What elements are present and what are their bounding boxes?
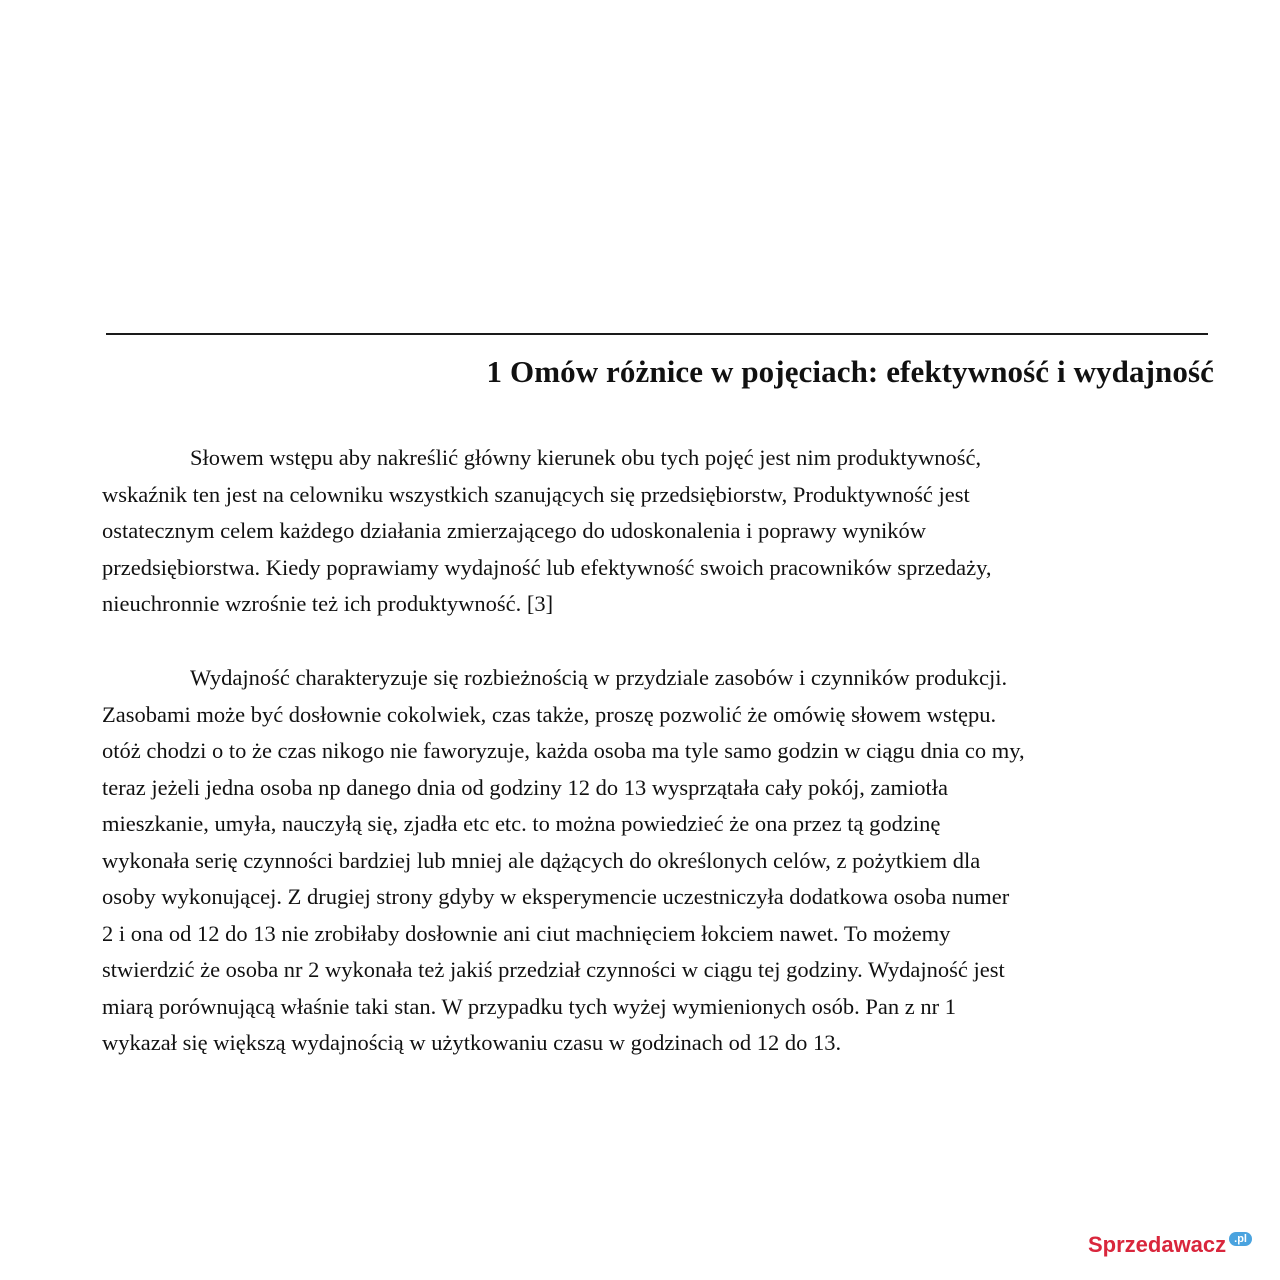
text-line: ostatecznym celem każdego działania zmierzającego do udoskonalenia i poprawy wyników: [102, 518, 927, 543]
text-line: 2 i ona od 12 do 13 nie zrobiłaby dosłownie ani ciut machnięciem łokciem nawet. To możemy: [102, 920, 951, 946]
text-line: wykonała serię czynności bardziej lub mniej ale dążących do określonych celów, z pożytkiem dla: [102, 847, 981, 873]
text-line: nieuchronnie wzrośnie też ich produktywność. [3]: [102, 591, 554, 616]
text-line: Słowem wstępu aby nakreślić główny kierunek obu tych pojęć jest nim produktywność,: [190, 445, 982, 470]
text-line: Zasobami może być dosłownie cokolwiek, czas także, proszę pozwolić że omówię słowem wstępu.: [102, 701, 997, 727]
text-line: mieszkanie, umyła, nauczyłą się, zjadła etc etc. to można powiedzieć że ona przez tą godzinę: [102, 811, 941, 836]
text-line: miarą porównującą właśnie taki stan. W przypadku tych wyżej wymienionych osób. Pan z nr 1: [102, 993, 956, 1019]
section-heading: 1 Omów różnice w pojęciach: efektywność i wydajność: [486, 354, 1214, 389]
text-line: teraz jeżeli jedna osoba np danego dnia od godziny 12 do 13 wysprzątała cały pokój, zamiotła: [102, 774, 948, 800]
paragraph-2: [102, 660, 1212, 1062]
text-line: wykazał się większą wydajnością w użytkowaniu czasu w godzinach od 12 do 13.: [102, 1030, 842, 1055]
text-line: otóż chodzi o to że czas nikogo nie faworyzuje, każda osoba ma tyle samo godzin w ciągu dnia co my,: [102, 738, 1025, 763]
text-line: przedsiębiorstwa. Kiedy poprawiamy wydajność lub efektywność swoich pracowników sprzedaży,: [102, 554, 992, 580]
horizontal-rule: [106, 333, 1208, 335]
paragraph-1: [102, 440, 1212, 623]
text-line: wskaźnik ten jest na celowniku wszystkich szanujących się przedsiębiorstw, Produktywność jest: [102, 481, 970, 507]
watermark-brand: Sprzedawacz: [1087, 1232, 1227, 1257]
watermark-tld-badge: .pl: [1229, 1232, 1252, 1246]
text-line: stwierdzić że osoba nr 2 wykonała też jakiś przedział czynności w ciągu tej godziny. Wydajność jest: [102, 957, 1005, 982]
text-line: Wydajność charakteryzuje się rozbieżnością w przydziale zasobów i czynników produkcji.: [190, 665, 1008, 690]
text-line: osoby wykonującej. Z drugiej strony gdyby w eksperymencie uczestniczyła dodatkowa osoba numer: [102, 884, 1010, 909]
brand-watermark: [1088, 1232, 1252, 1258]
